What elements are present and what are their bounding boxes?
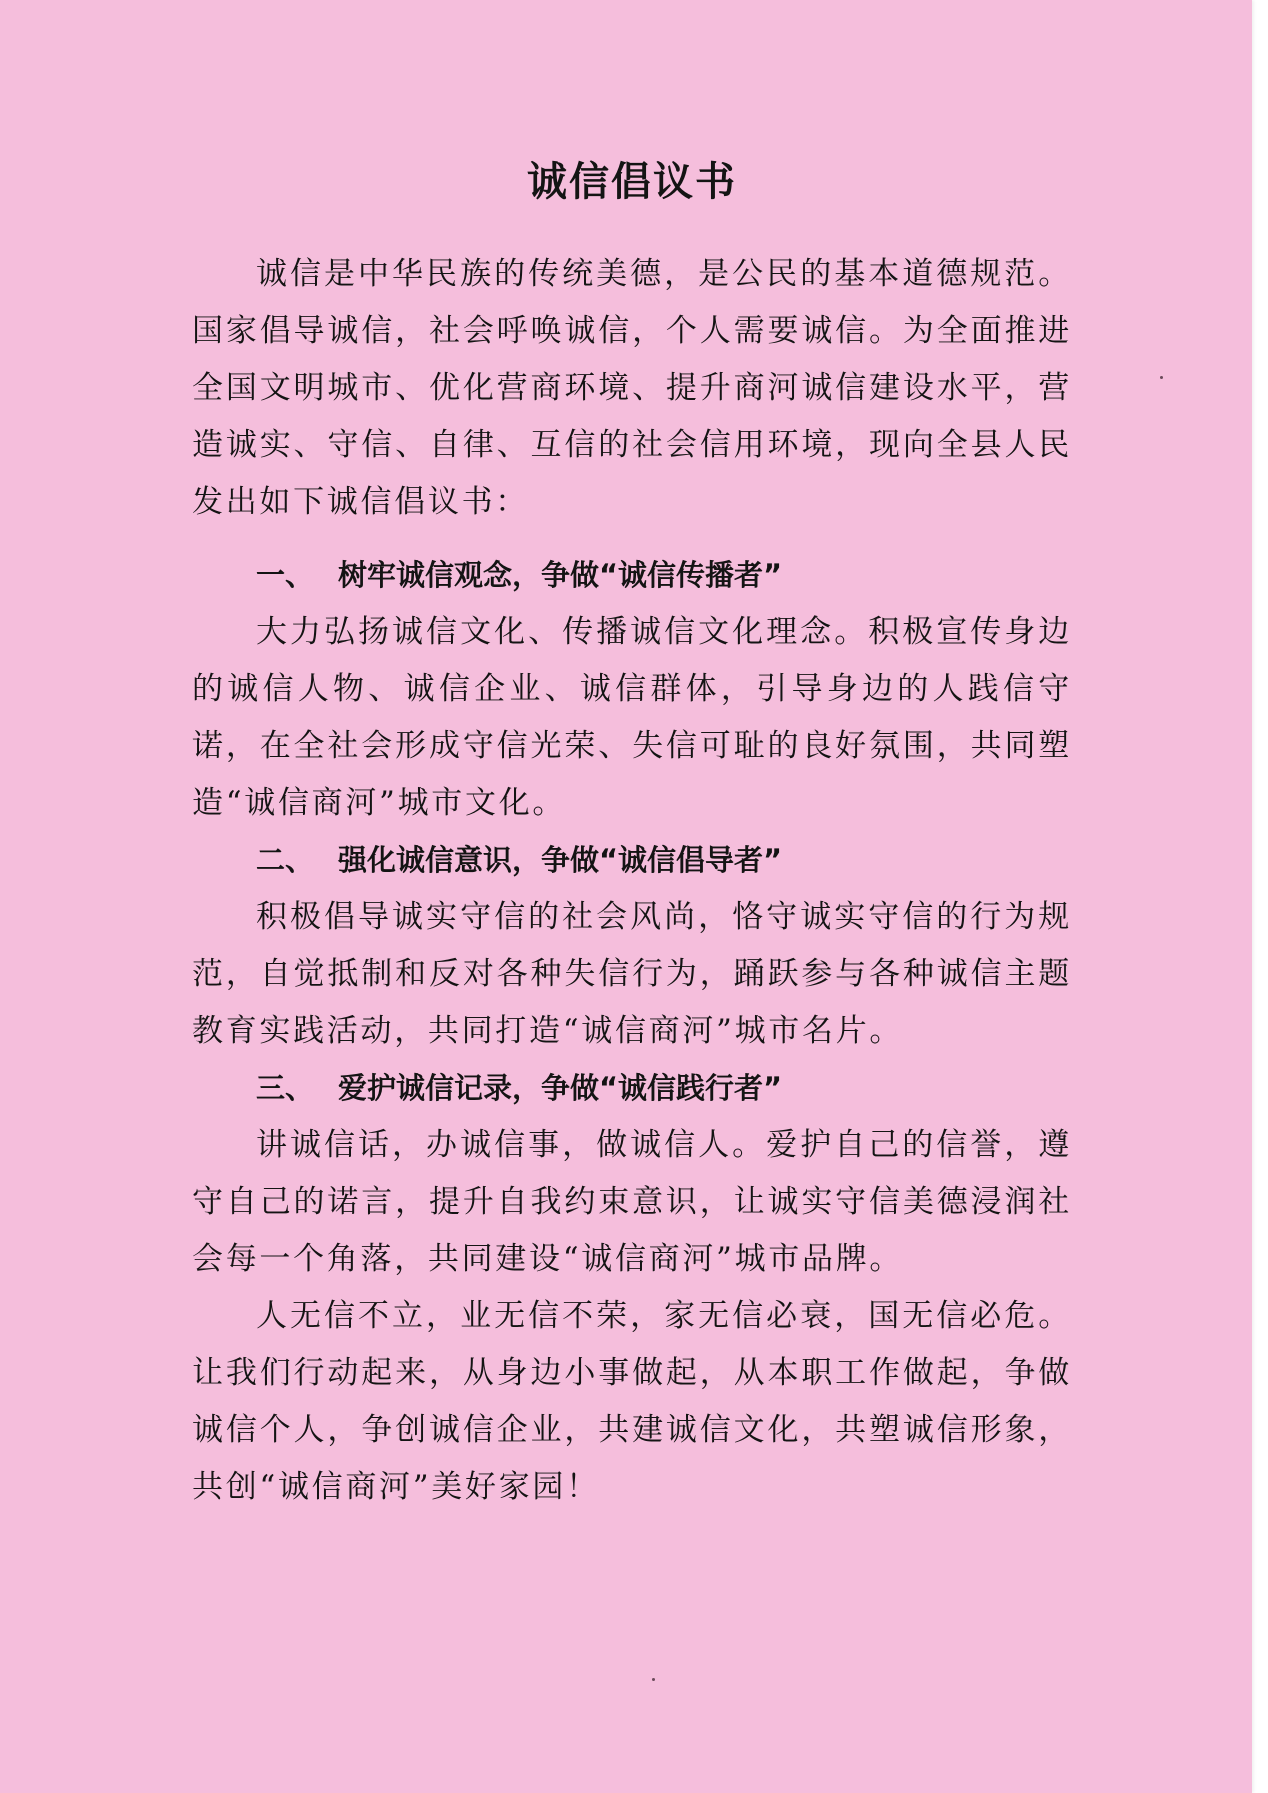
- section-2-body: 积极倡导诚实守信的社会风尚，恪守诚实守信的行为规范，自觉抵制和反对各种失信行为，踊跃参与各种诚信主题教育实践活动，共同打造“诚信商河”城市名片。: [192, 899, 1072, 1049]
- scan-speck: [652, 1678, 655, 1681]
- section-1-title: 树牢诚信观念，争做“诚信传播者”: [338, 558, 783, 592]
- section-2-heading: [256, 832, 1072, 889]
- document-title: 诚信倡议书: [527, 159, 737, 205]
- section-1-heading: [256, 547, 1072, 604]
- closing-paragraph: 人无信不立，业无信不荣，家无信必衰，国无信必危。让我们行动起来，从身边小事做起，从本职工作做起，争做诚信个人，争创诚信企业，共建诚信文化，共塑诚信形象，共创“诚信商河”美好家园！: [192, 1298, 1072, 1505]
- section-3-title: 爱护诚信记录，争做“诚信践行者”: [338, 1071, 783, 1105]
- section-3-heading: [256, 1060, 1072, 1117]
- section-2-title: 强化诚信意识，争做“诚信倡导者”: [338, 843, 783, 877]
- scan-speck: [1160, 376, 1163, 379]
- section-1-body: 大力弘扬诚信文化、传播诚信文化理念。积极宣传身边的诚信人物、诚信企业、诚信群体，引导身边的人践信守诺，在全社会形成守信光荣、失信可耻的良好氛围，共同塑造“诚信商河”城市文化。: [192, 614, 1072, 821]
- section-3-body: 讲诚信话，办诚信事，做诚信人。爱护自己的信誉，遵守自己的诺言，提升自我约束意识，让诚实守信美德浸润社会每一个角落，共同建设“诚信商河”城市品牌。: [192, 1127, 1072, 1277]
- intro-paragraph: 诚信是中华民族的传统美德，是公民的基本道德规范。国家倡导诚信，社会呼唤诚信，个人需要诚信。为全面推进全国文明城市、优化营商环境、提升商河诚信建设水平，营造诚实、守信、自律、互信的社会信用环境，现向全县人民发出如下诚信倡议书：: [192, 256, 1072, 520]
- section-1-number: 一、: [256, 558, 315, 592]
- section-2-number: 二、: [256, 843, 315, 877]
- section-3-number: 三、: [256, 1071, 315, 1105]
